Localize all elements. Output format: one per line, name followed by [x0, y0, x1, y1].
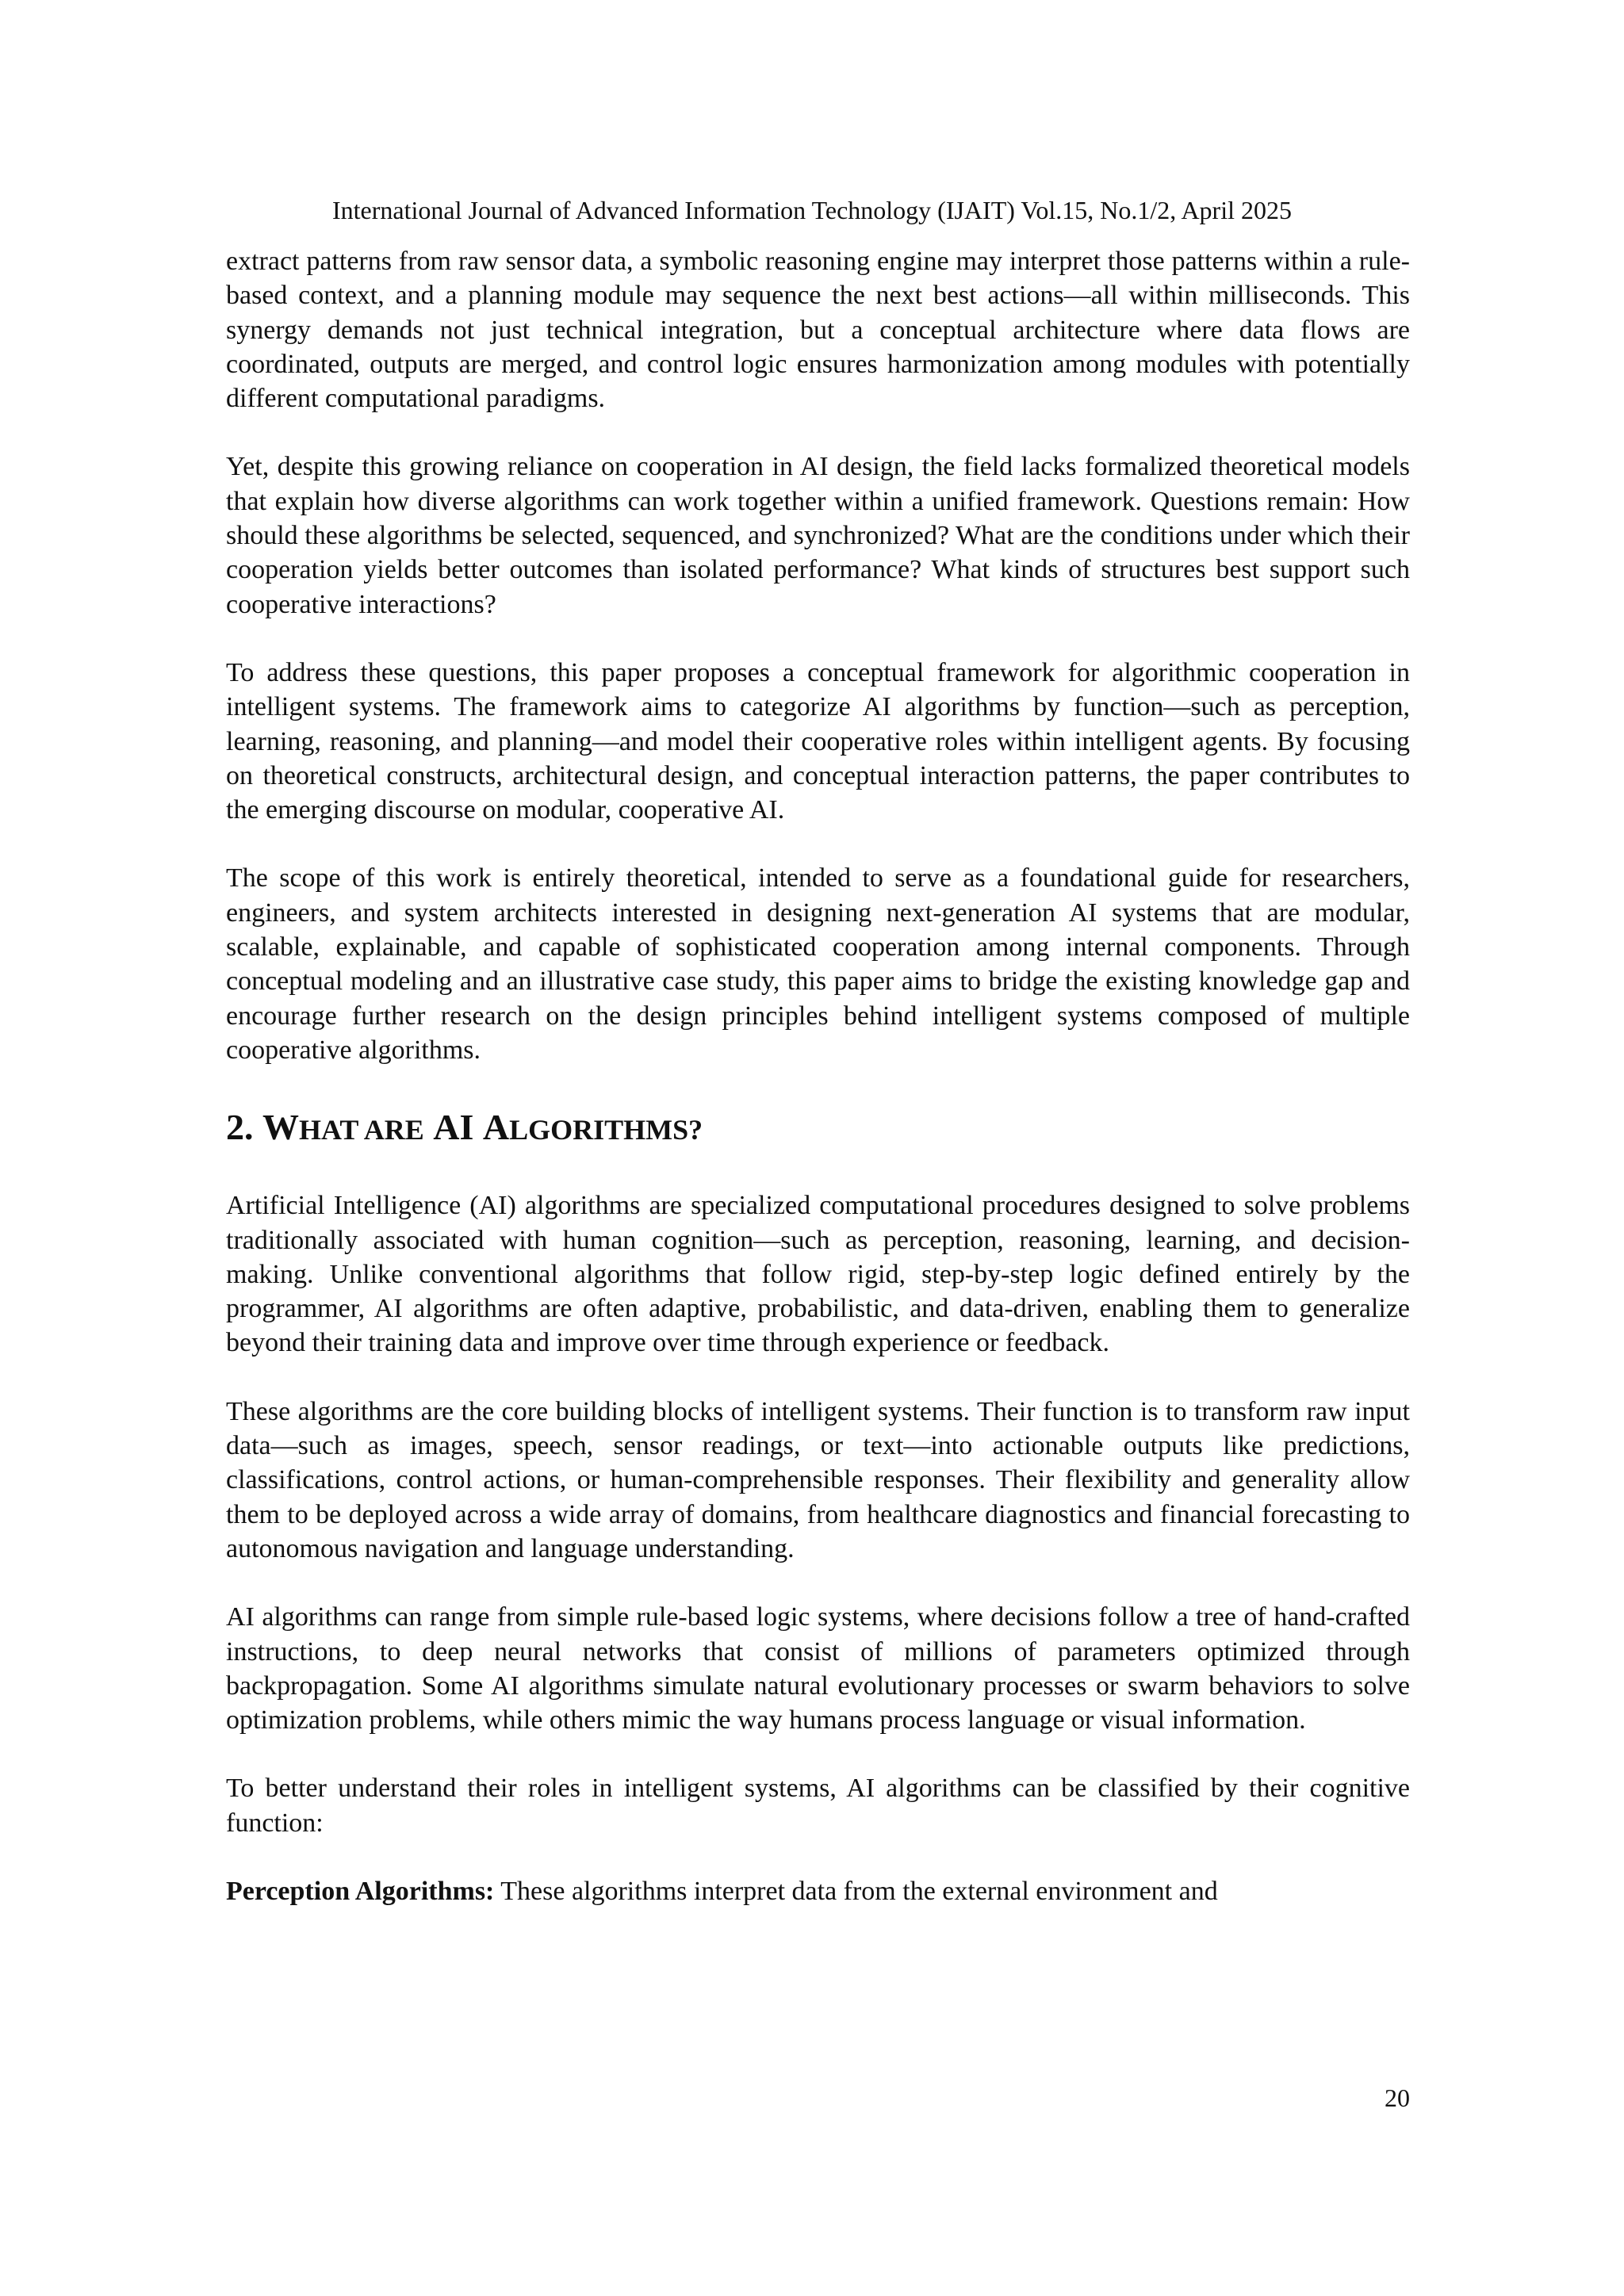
- section-title-a: A: [482, 1107, 510, 1148]
- lead-text: These algorithms interpret data from the external environment and: [494, 1876, 1218, 1906]
- paragraph: To address these questions, this paper proposes a conceptual framework for algorithmic cooperation in intelligent systems. The framework aims to categorize AI algorithms by function—such as perception, learning, reasoning, and planning—and model their cooperative roles within intelligent agents. By focusing on theoretical constructs, architectural design, and conceptual interaction patterns, the paper contributes to the emerging discourse on modular, cooperative AI.: [226, 657, 1410, 825]
- paragraph: To better understand their roles in intelligent systems, AI algorithms can be classified by their cognitive function:: [226, 1774, 1410, 1838]
- section-number: 2.: [226, 1107, 254, 1148]
- section-title-ai: AI: [433, 1107, 474, 1148]
- paragraph: Yet, despite this growing reliance on cooperation in AI design, the field lacks formalized theoretical models that explain how diverse algorithms can work together within a unified framework. Questions remain: How should these algorithms be selected, sequenced, and synchronized? What are the conditions under which their cooperation yields better outcomes than isolated performance? What kinds of structures best support such cooperative interactions?: [226, 452, 1410, 619]
- paragraph: AI algorithms can range from simple rule-based logic systems, where decisions follow a tree of hand-crafted instructions, to deep neural networks that consist of millions of parameters optimized through backpropagation. Some AI algorithms simulate natural evolutionary processes or swarm behaviors to solve optimization problems, while others mimic the way humans process language or visual information.: [226, 1602, 1410, 1735]
- paragraph: extract patterns from raw sensor data, a symbolic reasoning engine may interpret those patterns within a rule-based context, and a planning module may sequence the next best actions—all within milliseconds. This synergy demands not just technical integration, but a conceptual architecture where data flows are coordinated, outputs are merged, and control logic ensures harmonization among modules with potentially different computational paradigms.: [226, 247, 1410, 414]
- section-heading: [226, 1105, 1410, 1152]
- section-title-w: W: [262, 1107, 299, 1148]
- paragraph-perception: [226, 1874, 1410, 1908]
- section-title-hat-are: HAT ARE: [299, 1114, 424, 1146]
- paragraph: These algorithms are the core building blocks of intelligent systems. Their function is to transform raw input data—such as images, speech, sensor readings, or text—into actionable outputs like predictions, classifications, control actions, or human-comprehensible responses. Their flexibility and generality allow them to be deployed across a wide array of domains, from healthcare diagnostics and financial forecasting to autonomous navigation and language understanding.: [226, 1396, 1410, 1563]
- body-text: [226, 244, 1410, 1908]
- lead-term: Perception Algorithms:: [226, 1876, 495, 1906]
- paragraph: Artificial Intelligence (AI) algorithms are specialized computational procedures designed to solve problems traditionally associated with human cognition—such as perception, reasoning, learning, and decision-making. Unlike conventional algorithms that follow rigid, step-by-step logic defined entirely by the programmer, AI algorithms are often adaptive, probabilistic, and data-driven, enabling them to generalize beyond their training data and improve over time through experience or feedback.: [226, 1191, 1410, 1358]
- paragraph: The scope of this work is entirely theoretical, intended to serve as a foundational guide for researchers, engineers, and system architects interested in designing next-generation AI systems that are modular, scalable, explainable, and capable of sophisticated cooperation among internal components. Through conceptual modeling and an illustrative case study, this paper aims to bridge the existing knowledge gap and encourage further research on the design principles behind intelligent systems composed of multiple cooperative algorithms.: [226, 863, 1410, 1065]
- page-number: 20: [1385, 2084, 1410, 2112]
- running-header: International Journal of Advanced Information Technology (IJAIT) Vol.15, No.1/2, April 2025: [332, 196, 1292, 224]
- section-title-lgorithms: LGORITHMS?: [509, 1114, 703, 1146]
